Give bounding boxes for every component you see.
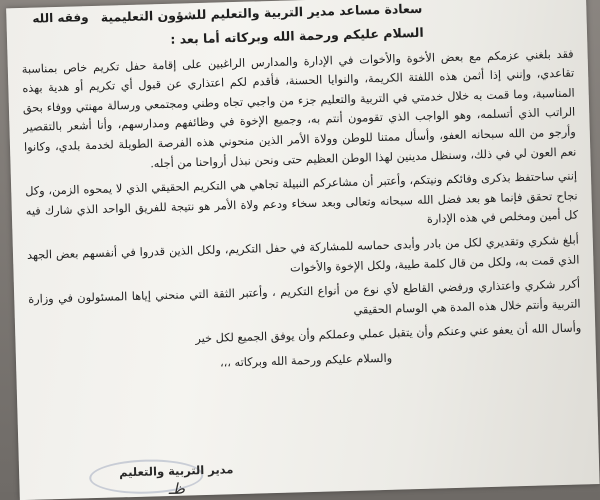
document-paper <box>6 0 600 500</box>
paragraph-3: أبلغ شكري وتقديري لكل من بادر وأبدى حماسه للمشاركة في حفل التكريم، ولكل الذين قدروا في أنفسهم بعض الجهد الذي قمت به، ولكل من قال كلمة طيبة، ولكل الإخوة والأخوات <box>26 233 580 275</box>
signature-block <box>119 462 234 499</box>
recipient-title: سعادة مساعد مدير التربية والتعليم للشؤون التعليمية <box>100 0 423 25</box>
closing-greeting: والسلام عليكم ورحمة الله وبركاته ،،، <box>219 351 393 370</box>
paragraph-1: فقد بلغني عزمكم مع بعض الأخوة والأخوات في الإدارة والمدارس الراغبين على إقامة حفل تكريم خاص بمناسبة تقاعدي، وإنني إذا أثمن هذه اللفتة الكريمة، والنوايا الحسنة، فأقدم لكم اعتذاري عن قبول أي تكريم أو هدية بهذه المناسبة، وما قمت به خلال خدمتي في التربية والتعليم جزء من واجبي تجاه وطني ومجتمعي ورسالة مهنتي ووفاء بحق الراتب الذي أتسلمه، وهو الواجب الذي تقومون أنتم به، وجميع الإخوة في وظائفهم ومدارسهم، وأنا أشعر بالتقصير وأرجو من الله سبحانه العفو، وأسأل ممتنا للوطن وولاة الأمر الذين منحوني هذه الفرصة الطويلة لخدمة بلدي، وكانوا نعم العون لي في ذلك، وسنظل مدينين لهذا الوطن العظيم حتى ونحن نبذل أرواحنا من أجله. <box>21 47 577 170</box>
signature-title: مدير التربية والتعليم <box>118 462 234 480</box>
handwritten-signature: ظـ <box>168 479 186 499</box>
paragraph-5: وأسال الله أن يعفو عني وعنكم وأن يتقبل عملي وعملكم وأن يوفق الجميع لكل خير <box>195 321 582 346</box>
opening-greeting: السلام عليكم ورحمة الله وبركاته أما بعد : <box>170 24 424 47</box>
paragraph-2: إنني ساحتفظ بذكرى وفائكم ونيتكم، وأعتبر أن مشاعركم النبيلة تجاهي هي التكريم الحقيقي الذي لا يمحوه الزمن، وكل نجاح تحقق فإنما هو بعد فضل الله سبحانه وتعالى وبعد سخاء ودعم ولاة الأمر هو نتيجة للفريق الواحد الذي شارك فيه كل أمين ومخلص في هذه الإدارة <box>25 169 579 227</box>
letter-body <box>20 0 582 378</box>
recipient-greeting: وفقه الله <box>32 10 89 26</box>
paragraph-4: أكرر شكري واعتذاري ورفضي القاطع لأي نوع من أنواع التكريم ، وأعتبر الثقة التي منحني إياها المسئولون في وزارة التربية وأنتم خلال هذه المدة هي الوسام الحقيقي <box>28 277 581 317</box>
